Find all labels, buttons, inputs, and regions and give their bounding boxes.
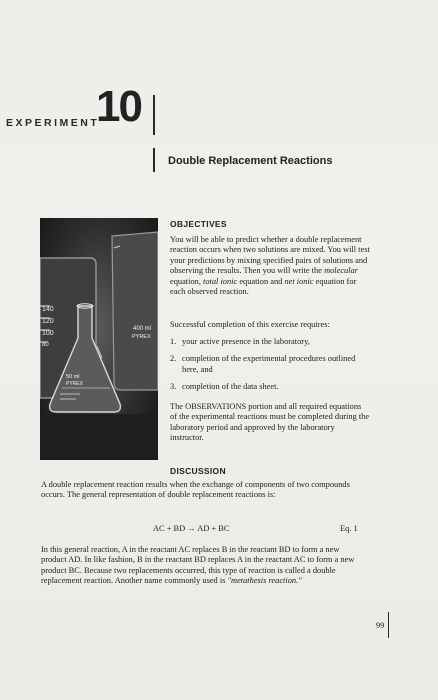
equation-label: Eq. 1 xyxy=(340,524,358,533)
list-item xyxy=(170,354,370,375)
list-item xyxy=(170,337,370,347)
emphasis-net-ionic: net ionic xyxy=(284,276,314,286)
discussion-heading: DISCUSSION xyxy=(170,466,226,476)
equation: AC + BD → AD + BC xyxy=(153,524,230,533)
glassware-photo xyxy=(40,218,158,460)
scale-mark: 100 xyxy=(42,330,54,337)
list-item xyxy=(170,382,370,392)
list-text: completion of the experimental procedures outlined here, and xyxy=(182,354,356,374)
flask-brand: PYREX xyxy=(66,381,83,387)
chapter-rule xyxy=(153,95,155,135)
discussion-intro: A double replacement reaction results when the exchange of components of two compounds occurs. The general representation of double replacement reactions is: xyxy=(41,480,350,500)
objectives-text: equation and xyxy=(237,276,285,286)
chapter-title: Double Replacement Reactions xyxy=(168,155,333,167)
list-text: completion of the data sheet. xyxy=(182,382,279,392)
list-number: 1. xyxy=(170,337,177,346)
discussion-text: In this general reaction, A in the reactant AC replaces B in the reactant BD to form a new product AD. In like fashion, B in the reactant BD replaces A in the reactant AC to form a new product BC. Because two replacements occurred, this type of reaction is called a double replacement reaction. Another name commonly used is xyxy=(41,545,355,586)
beaker-outline xyxy=(112,232,158,390)
emphasis-total-ionic: total ionic xyxy=(203,276,238,286)
objectives-heading: OBJECTIVES xyxy=(170,219,227,229)
success-intro: Successful completion of this exercise requires: xyxy=(170,320,330,329)
scale-mark: 120 xyxy=(42,318,54,325)
objectives-text: equation for each observed reaction. xyxy=(170,276,357,297)
objectives-text: You will be able to predict whether a double replacement reaction occurs when two solutions are mixed. You will test your predictions by mixing specified pairs of solutions and observing the results. Then you will write the xyxy=(170,235,370,276)
title-rule xyxy=(153,148,155,172)
bench-surface xyxy=(40,414,158,460)
experiment-label: EXPERIMENT xyxy=(6,117,100,129)
beaker-brand-name: PYREX xyxy=(132,334,151,340)
observations-note: The OBSERVATIONS portion and all required equations of the experimental reactions must be completed during the laboratory period and approved by the laboratory instructor. xyxy=(170,402,370,443)
flask-volume: 50 ml xyxy=(66,374,80,380)
emphasis-molecular: molecular xyxy=(324,266,359,276)
page-number: 99 xyxy=(376,621,385,630)
objectives-paragraph xyxy=(170,235,370,297)
glassware-illustration xyxy=(40,218,158,460)
scale-mark: 80 xyxy=(42,342,49,348)
list-number: 3. xyxy=(170,382,177,392)
experiment-number: 10 xyxy=(96,82,141,131)
beaker-brand: 400 ml xyxy=(133,326,152,332)
objectives-text: equation, xyxy=(170,276,204,286)
emphasis-metathesis: "metathesis reaction." xyxy=(227,576,302,586)
list-number: 2. xyxy=(170,354,177,364)
scale-mark: 140 xyxy=(42,306,54,313)
requirements-list xyxy=(170,337,370,400)
page-number-rule xyxy=(388,612,389,638)
discussion-paragraph xyxy=(41,545,359,587)
list-text: your active presence in the laboratory, xyxy=(182,337,310,346)
